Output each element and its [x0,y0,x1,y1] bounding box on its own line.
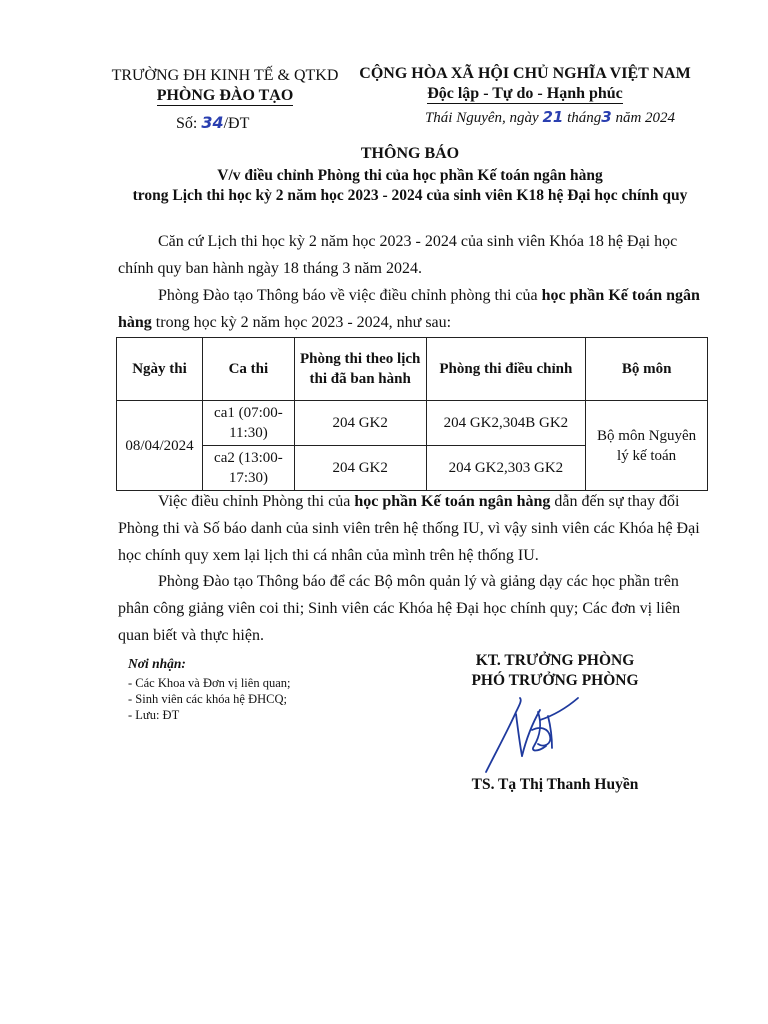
recipients-block [128,656,388,723]
title-line-2: trong Lịch thi học kỳ 2 năm học 2023 - 2024 của sinh viên K18 hệ Đại học chính quy [132,187,688,204]
paragraph-intro: Phòng Đào tạo Thông báo về việc điều chỉnh phòng thi của học phần Kế toán ngân hàng trong học kỳ 2 năm học 2023 - 2024, như sau: [118,287,700,331]
signer-title-1: KT. TRƯỞNG PHÒNG [475,652,635,669]
cell-adjusted-room: 204 GK2,304B GK2 [426,401,586,446]
school-name: TRƯỜNG ĐH KINH TẾ & QTKD [111,67,339,84]
list-item: - Sinh viên các khóa hệ ĐHCQ; [128,692,287,706]
paragraph-basis: Căn cứ Lịch thi học kỳ 2 năm học 2023 - 2024 của sinh viên Khóa 18 hệ Đại học chính quy ban hành ngày 18 tháng 3 năm 2024. [118,233,678,277]
motto: Độc lập - Tự do - Hạnh phúc [427,85,623,102]
col-header-department: Bộ môn [586,338,708,401]
cell-shift: ca1 (07:00-11:30) [202,401,294,446]
title-line-1: V/v điều chỉnh Phòng thi của học phần Kế toán ngân hàng [217,167,603,184]
exam-room-table [116,337,708,491]
date-day: 21 [542,108,564,126]
header-right [350,64,700,104]
cell-adjusted-room: 204 GK2,303 GK2 [426,446,586,491]
cell-department: Bộ môn Nguyên lý kế toán [586,401,708,491]
cell-original-room: 204 GK2 [294,446,426,491]
table-row [117,401,708,446]
notice-heading: THÔNG BÁO [360,145,460,162]
department-name: PHÒNG ĐÀO TẠO [156,87,294,104]
recipients-heading: Nơi nhận: [128,656,186,671]
date-month: 3 [601,108,612,126]
nation-name: CỘNG HÒA XÃ HỘI CHỦ NGHĨA VIỆT NAM [359,65,691,82]
document-number: Số: 34/ĐT [176,113,250,132]
number-handwritten: 34 [201,113,224,132]
col-header-date: Ngày thi [117,338,203,401]
paragraph-consequence: Việc điều chỉnh Phòng thi của học phần Kế toán ngân hàng dẫn đến sự thay đổi Phòng thi và Số báo danh của sinh viên trên hệ thống IU, vì vậy sinh viên các Khóa hệ Đại học chính quy xem lại lịch thi cá nhân của mình trên hệ thống IU. [118,493,700,564]
cell-exam-date: 08/04/2024 [117,401,203,491]
header-left [100,66,350,106]
col-header-shift: Ca thi [202,338,294,401]
cell-original-room: 204 GK2 [294,401,426,446]
cell-shift: ca2 (13:00-17:30) [202,446,294,491]
paragraph-closing: Phòng Đào tạo Thông báo để các Bộ môn quản lý và giảng dạy các học phần trên phân công giảng viên coi thi; Sinh viên các Khóa hệ Đại học chính quy; Các đơn vị liên quan biết và thực hiện. [118,573,681,644]
col-header-original-room: Phòng thi theo lịch thi đã ban hành [294,338,426,401]
signature-titles [430,651,680,691]
signer-title-2: PHÓ TRƯỞNG PHÒNG [471,672,639,689]
list-item: - Lưu: ĐT [128,708,180,722]
col-header-adjusted-room: Phòng thi điều chỉnh [426,338,586,401]
table-header-row [117,338,708,401]
list-item: - Các Khoa và Đơn vị liên quan; [128,676,291,690]
signer-name: TS. Tạ Thị Thanh Huyền [471,776,639,793]
title-block [60,144,760,206]
handwritten-signature [478,690,588,780]
date-line: Thái Nguyên, ngày 21 tháng3 năm 2024 [424,108,676,126]
